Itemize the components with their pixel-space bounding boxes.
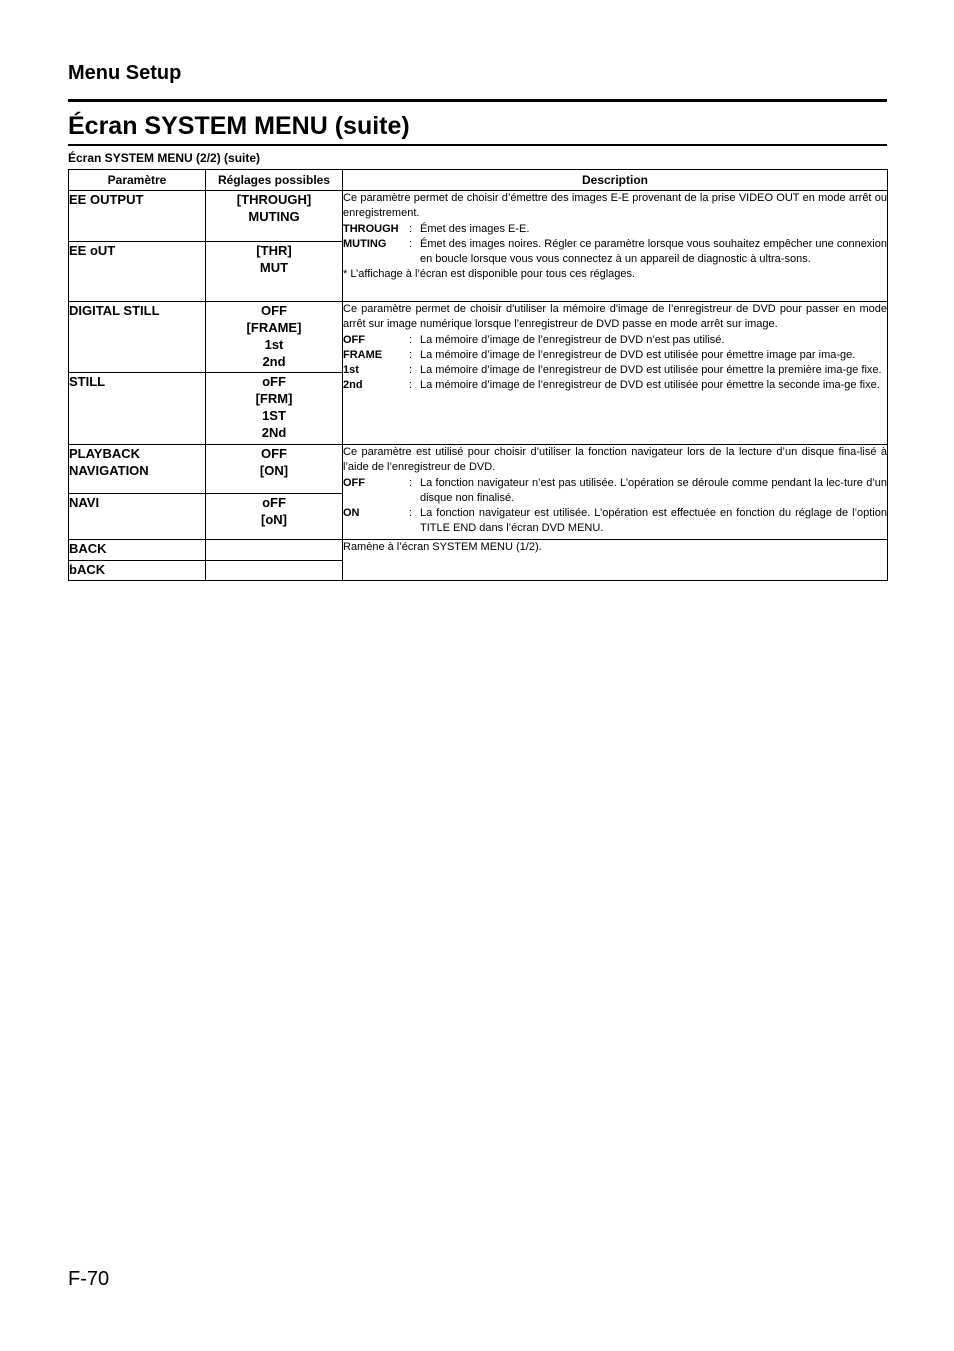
param-name: EE OUTPUT <box>69 191 206 242</box>
param-settings: [THR] MUT <box>206 242 343 302</box>
option-item: ON : La fonction navigateur est utilisée. L’opération est effectuée en fonction du réglage de l’option TITLE END dans l’écran DVD MENU. <box>343 506 887 537</box>
option-key: 1st <box>343 364 359 377</box>
section-title: Menu Setup <box>68 62 182 84</box>
param-settings: oFF [oN] <box>206 494 343 540</box>
table-row <box>69 191 888 242</box>
description-intro: Ce paramètre est utilisé pour choisir d’utiliser la fonction navigateur lors de la lecture d’un disque fina-lisé à l’aide de l’enregistreur de DVD. <box>343 446 887 474</box>
table-row <box>69 302 888 373</box>
page-number: F-70 <box>68 1268 110 1290</box>
table-caption: Écran SYSTEM MENU (2/2) (suite) <box>68 151 261 165</box>
param-description <box>343 540 888 581</box>
option-item: 1st : La mémoire d’image de l’enregistreur de DVD est utilisée pour émettre la première ima-ge fixe. <box>343 363 887 378</box>
param-description <box>343 191 888 302</box>
param-name: BACK <box>69 540 206 561</box>
option-key: THROUGH <box>343 222 399 235</box>
description-note: * L’affichage à l’écran est disponible pour tous ces réglages. <box>343 268 636 281</box>
column-header-reglages: Réglages possibles <box>206 170 343 191</box>
description-intro: Ramène à l’écran SYSTEM MENU (1/2). <box>343 541 542 553</box>
param-settings: OFF [FRAME] 1st 2nd <box>206 302 343 373</box>
option-item: MUTING : Émet des images noires. Régler ce paramètre lorsque vous souhaitez empêcher une connexion en boucle lorsque vous vous connectez à un appareil de diagnostic à ultra-sons. <box>343 237 887 268</box>
option-item: THROUGH : Émet des images E-E. <box>343 222 887 237</box>
description-intro: Ce paramètre permet de choisir d'utiliser la mémoire d'image de l’enregistreur de DVD pour passer en mode arrêt sur image numérique lorsque l’enregistreur de DVD passe en mode arrêt sur image. <box>343 303 887 331</box>
param-settings: oFF [FRM] 1ST 2Nd <box>206 373 343 445</box>
option-item: OFF : La mémoire d’image de l’enregistreur de DVD n’est pas utilisé. <box>343 333 887 348</box>
option-text: La mémoire d’image de l’enregistreur de DVD est utilisée pour émettre image par ima-ge. <box>420 348 856 361</box>
option-text: Émet des images E-E. <box>420 222 530 235</box>
option-item: 2nd : La mémoire d’image de l’enregistreur de DVD est utilisée pour émettre la seconde ima-ge fixe. <box>343 378 887 393</box>
option-text: La fonction navigateur n’est pas utilisée. L’opération se déroule comme pendant la lec-ture d’un disque non finalisé. <box>420 476 887 504</box>
page-title: Écran SYSTEM MENU (suite) <box>68 112 410 140</box>
option-key: OFF <box>343 476 365 489</box>
option-item: OFF : La fonction navigateur n’est pas utilisée. L’opération se déroule comme pendant la lec-ture d’un disque non finalisé. <box>343 476 887 507</box>
param-name: PLAYBACK NAVIGATION <box>69 445 206 494</box>
option-key: OFF <box>343 333 365 346</box>
option-text: La mémoire d’image de l’enregistreur de DVD est utilisée pour émettre la première ima-ge fixe. <box>420 364 882 377</box>
table-row <box>69 540 888 561</box>
param-name: DIGITAL STILL <box>69 302 206 373</box>
option-text: La fonction navigateur est utilisée. L’opération est effectuée en fonction du réglage de l’option TITLE END dans l’écran DVD MENU. <box>420 507 887 535</box>
param-name: EE oUT <box>69 242 206 302</box>
title-rule <box>68 144 887 146</box>
description-intro: Ce paramètre permet de choisir d’émettre des images E-E provenant de la prise VIDEO OUT en mode arrêt ou enregistrement. <box>343 192 887 220</box>
param-settings <box>206 540 343 561</box>
header-rule <box>68 99 887 102</box>
param-settings: [THROUGH] MUTING <box>206 191 343 242</box>
option-text: Émet des images noires. Régler ce paramètre lorsque vous souhaitez empêcher une connexion en boucle lorsque vous vous connectez à un appareil de diagnostic à ultra-sons. <box>420 237 887 266</box>
column-header-description: Description <box>343 170 888 191</box>
param-description <box>343 302 888 445</box>
option-text: La mémoire d’image de l’enregistreur de DVD n’est pas utilisé. <box>420 333 725 346</box>
param-name: STILL <box>69 373 206 445</box>
table-header-row <box>69 170 888 191</box>
param-settings <box>206 561 343 581</box>
param-settings: OFF [ON] <box>206 445 343 494</box>
option-text: La mémoire d’image de l’enregistreur de DVD est utilisée pour émettre la seconde ima-ge fixe. <box>420 379 880 392</box>
option-key: ON <box>343 507 360 520</box>
param-description <box>343 445 888 540</box>
option-item: FRAME : La mémoire d’image de l’enregistreur de DVD est utilisée pour émettre image par ima-ge. <box>343 348 887 363</box>
param-name: NAVI <box>69 494 206 540</box>
option-key: MUTING <box>343 237 387 250</box>
table-row <box>69 445 888 494</box>
option-key: 2nd <box>343 379 363 392</box>
option-key: FRAME <box>343 348 383 361</box>
column-header-parametre: Paramètre <box>69 170 206 191</box>
parameter-table <box>68 169 888 581</box>
param-name: bACK <box>69 561 206 581</box>
